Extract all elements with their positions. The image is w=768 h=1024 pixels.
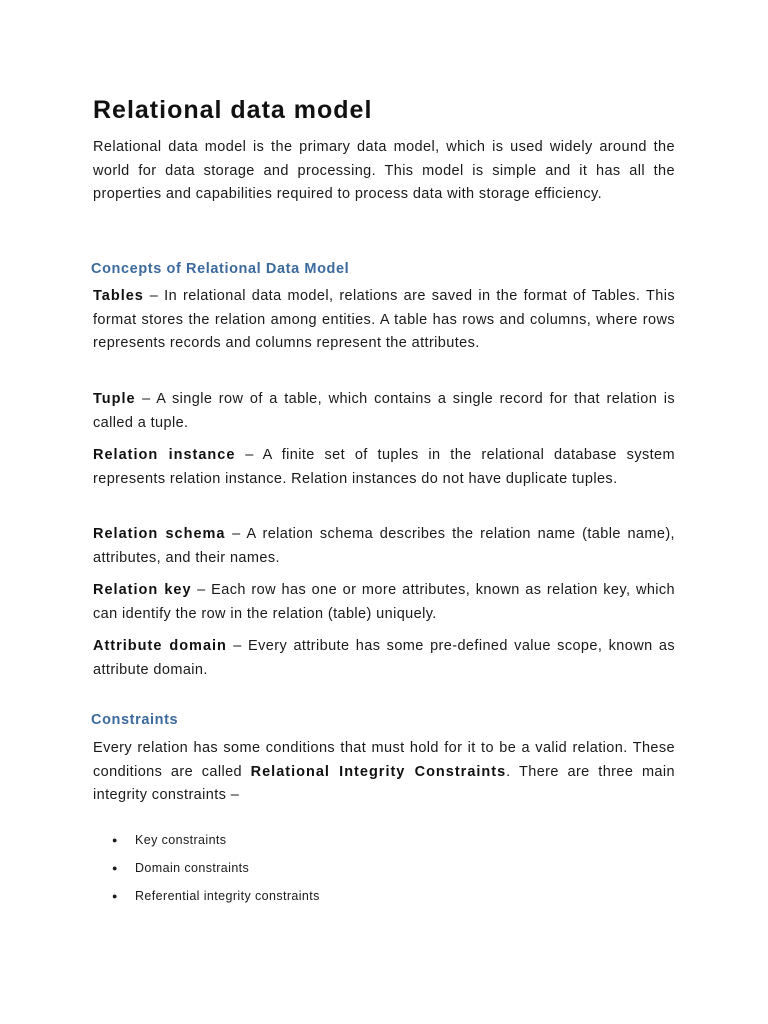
concept-term: Tuple — [93, 391, 136, 407]
concept-description: – Each row has one or more attributes, known as relation key, which can identify the row in the relation (table) uniquely. — [93, 582, 676, 622]
concept-description: – A finite set of tuples in the relational database system represents relation instance. Relation instances do not have duplicate tuples. — [93, 447, 675, 487]
list-item — [112, 854, 320, 882]
concept-description: – In relational data model, relations are saved in the format of Tables. This format stores the relation among entities. A table has rows and columns, where rows represents records and columns represent the attributes. — [93, 288, 675, 351]
concept-relation-schema — [93, 523, 675, 570]
intro-paragraph: Relational data model is the primary data model, which is used widely around the world for data storage and processing. This model is simple and it has all the properties and capabilities required to process data with storage efficiency. — [93, 139, 675, 202]
list-item-label: Domain constraints — [135, 861, 250, 875]
concept-relation-key — [93, 579, 675, 626]
concepts-heading: Concepts of Relational Data Model — [91, 261, 350, 277]
list-item — [112, 826, 320, 854]
concept-term: Relation schema — [93, 526, 226, 542]
bullet-icon: ● — [112, 891, 118, 901]
constraints-paragraph — [93, 737, 675, 808]
concept-tuple — [93, 388, 675, 435]
list-item — [112, 882, 320, 910]
concept-term: Attribute domain — [93, 638, 227, 654]
concept-term: Relation key — [93, 582, 192, 598]
constraints-heading: Constraints — [91, 712, 179, 728]
concept-attribute-domain — [93, 635, 675, 682]
list-item-label: Referential integrity constraints — [135, 889, 320, 903]
concept-description: – Every attribute has some pre-defined value scope, known as attribute domain. — [93, 638, 675, 678]
concept-description: – A relation schema describes the relation name (table name), attributes, and their names. — [93, 526, 675, 566]
bullet-icon: ● — [112, 863, 118, 873]
constraints-emphasis: Relational Integrity Constraints — [250, 763, 507, 780]
concept-relation-instance — [93, 444, 675, 491]
bullet-icon: ● — [112, 835, 118, 845]
constraints-text-before: Every relation has some conditions that must hold for it to be a valid relation. These conditions are called — [93, 740, 675, 780]
page-title: Relational data model — [93, 96, 373, 124]
constraints-text-after: . There are three main integrity constraints – — [93, 763, 675, 803]
concept-tables — [93, 285, 675, 356]
concept-term: Tables — [93, 288, 144, 304]
constraints-list — [112, 826, 320, 910]
list-item-label: Key constraints — [135, 833, 227, 847]
concept-term: Relation instance — [93, 447, 236, 463]
concept-description: – A single row of a table, which contains a single record for that relation is called a tuple. — [93, 391, 675, 431]
